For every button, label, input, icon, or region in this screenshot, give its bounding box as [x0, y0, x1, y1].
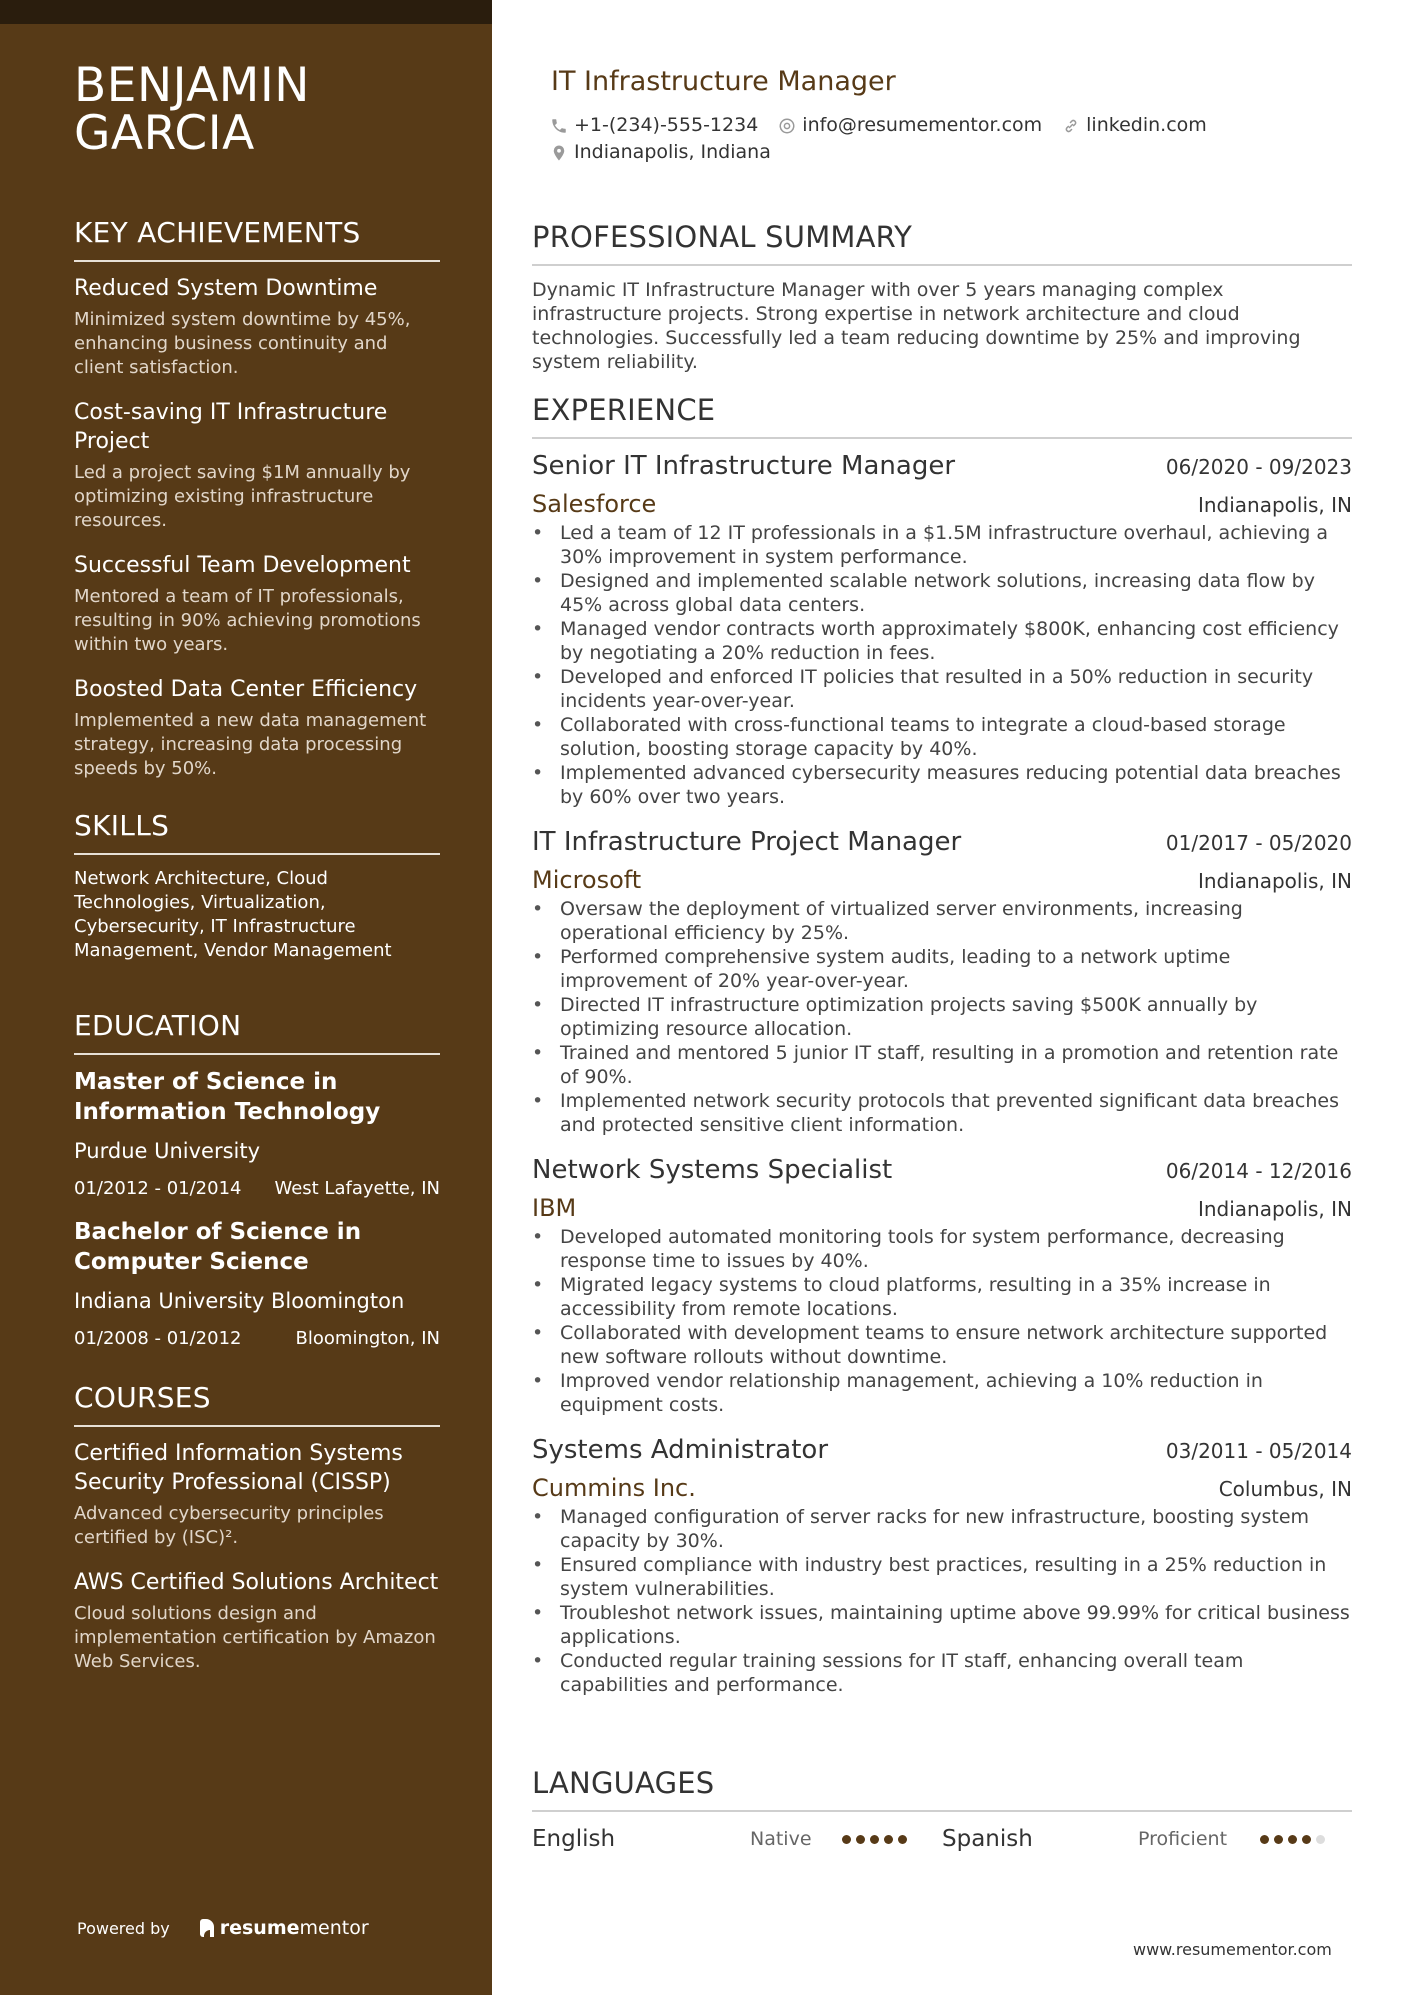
achievement-item — [74, 398, 440, 533]
job-company: Cummins Inc. — [532, 1474, 696, 1502]
job-bullets — [532, 897, 1352, 1137]
rating-dot — [856, 1835, 865, 1844]
name-line-2: GARCIA — [74, 106, 255, 161]
education-dates: 01/2008 - 01/2012 — [74, 1328, 242, 1349]
achievement-desc: Led a project saving $1M annually by optimizing existing infrastructure resources. — [74, 462, 411, 531]
job-company: Salesforce — [532, 490, 657, 518]
job-bullet: • Managed vendor contracts worth approximately $800K, enhancing cost efficiency by negotiating a 20% reduction in fees. — [532, 617, 1352, 665]
language-rating — [842, 1835, 907, 1844]
job-entry — [532, 449, 1352, 809]
job-role: IT Infrastructure Project Manager — [532, 827, 962, 857]
job-subheader — [532, 865, 1352, 895]
contact-linkedin[interactable] — [1062, 112, 1207, 139]
contact-email[interactable] — [778, 112, 1042, 139]
language-name: English — [532, 1826, 616, 1852]
course-desc: Advanced cybersecurity principles certified by (ISC)². — [74, 1503, 384, 1548]
job-bullet: • Collaborated with development teams to ensure network architecture supported new software rollouts without downtime. — [532, 1321, 1352, 1369]
job-bullet: • Designed and implemented scalable network solutions, increasing data flow by 45% across global data centers. — [532, 569, 1352, 617]
education-meta — [74, 1177, 440, 1201]
course-item — [74, 1439, 440, 1550]
experience-section — [532, 393, 1352, 1713]
summary-section — [532, 220, 1352, 374]
achievement-item — [74, 551, 440, 657]
education-location: Bloomington, IN — [295, 1328, 440, 1349]
achievement-title: Cost-saving IT Infrastructure Project — [74, 400, 388, 454]
job-role: Systems Administrator — [532, 1435, 829, 1465]
linkedin-text: linkedin.com — [1086, 114, 1207, 136]
language-rating — [1260, 1835, 1325, 1844]
candidate-name — [74, 58, 440, 161]
education-item — [74, 1067, 440, 1201]
sidebar-top-bar — [0, 0, 492, 24]
education-school: Purdue University — [74, 1139, 261, 1163]
rating-dot — [842, 1835, 851, 1844]
job-bullets — [532, 521, 1352, 809]
powered-by-label: Powered by — [77, 1918, 170, 1938]
education-meta — [74, 1327, 440, 1351]
language-name: Spanish — [942, 1826, 1033, 1852]
phone-icon — [550, 117, 568, 135]
job-location: Indianapolis, IN — [1197, 1197, 1352, 1221]
footer-website[interactable]: www.resumementor.com — [1133, 1940, 1332, 1959]
skills-section — [74, 809, 440, 963]
rating-dot — [870, 1835, 879, 1844]
sidebar — [0, 0, 492, 1995]
job-location: Columbus, IN — [1218, 1477, 1352, 1501]
achievements-list — [74, 274, 440, 781]
course-desc: Cloud solutions design and implementation certification by Amazon Web Services. — [74, 1603, 436, 1672]
job-role: Network Systems Specialist — [532, 1155, 893, 1185]
job-bullet: • Implemented network security protocols that prevented significant data breaches and protected sensitive client information. — [532, 1089, 1352, 1137]
education-location: West Lafayette, IN — [274, 1178, 440, 1199]
resumementor-logo-icon — [200, 1919, 214, 1937]
rating-dot — [1302, 1835, 1311, 1844]
course-title: Certified Information Systems Security Professional (CISSP) — [74, 1441, 403, 1495]
education-heading: EDUCATION — [74, 1009, 440, 1055]
job-header — [532, 825, 1352, 859]
name-line-1: BENJAMIN — [74, 58, 310, 113]
job-bullet: • Migrated legacy systems to cloud platforms, resulting in a 35% increase in accessibility from remote locations. — [532, 1273, 1352, 1321]
achievement-desc: Mentored a team of IT professionals, resulting in 90% achieving promotions within two years. — [74, 586, 421, 655]
achievement-title: Boosted Data Center Efficiency — [74, 677, 418, 702]
education-list — [74, 1067, 440, 1351]
job-bullet: • Managed configuration of server racks for new infrastructure, boosting system capacity by 30%. — [532, 1505, 1352, 1553]
summary-text: Dynamic IT Infrastructure Manager with over 5 years managing complex infrastructure projects. Strong expertise in network architecture and cloud technologies. Successfully led a team reducing downtime by 25% and improving system reliability. — [532, 279, 1301, 373]
logo-text-light: mentor — [299, 1917, 369, 1939]
job-title: IT Infrastructure Manager — [551, 66, 896, 97]
job-bullet: • Troubleshot network issues, maintaining uptime above 99.99% for critical business applications. — [532, 1601, 1352, 1649]
job-bullet: • Led a team of 12 IT professionals in a $1.5M infrastructure overhaul, achieving a 30% improvement in system performance. — [532, 521, 1352, 569]
job-header — [532, 1153, 1352, 1187]
language-item — [532, 1826, 942, 1852]
achievements-heading: KEY ACHIEVEMENTS — [74, 216, 440, 262]
location-pin-icon — [550, 144, 568, 162]
link-icon — [1062, 117, 1080, 135]
job-bullet: • Oversaw the deployment of virtualized server environments, increasing operational efficiency by 25%. — [532, 897, 1352, 945]
education-dates: 01/2012 - 01/2014 — [74, 1178, 242, 1199]
achievement-item — [74, 274, 440, 380]
experience-list — [532, 449, 1352, 1697]
job-location: Indianapolis, IN — [1197, 493, 1352, 517]
job-dates: 06/2014 - 12/2016 — [1165, 1159, 1352, 1183]
achievements-section — [74, 216, 440, 781]
courses-list — [74, 1439, 440, 1674]
education-item — [74, 1217, 440, 1351]
at-icon — [778, 117, 796, 135]
job-location: Indianapolis, IN — [1197, 869, 1352, 893]
experience-heading: EXPERIENCE — [532, 393, 1352, 439]
job-bullet: • Ensured compliance with industry best practices, resulting in a 25% reduction in system vulnerabilities. — [532, 1553, 1352, 1601]
achievement-desc: Implemented a new data management strategy, increasing data processing speeds by 50%. — [74, 710, 427, 779]
job-bullet: • Improved vendor relationship management, achieving a 10% reduction in equipment costs. — [532, 1369, 1352, 1417]
job-bullets — [532, 1225, 1352, 1417]
job-bullet: • Collaborated with cross-functional teams to integrate a cloud-based storage solution, boosting storage capacity by 40%. — [532, 713, 1352, 761]
job-bullet: • Implemented advanced cybersecurity measures reducing potential data breaches by 60% over two years. — [532, 761, 1352, 809]
achievement-title: Reduced System Downtime — [74, 276, 378, 301]
job-dates: 01/2017 - 05/2020 — [1165, 831, 1352, 855]
education-degree: Master of Science in Information Technology — [74, 1069, 381, 1125]
job-subheader — [532, 1193, 1352, 1223]
logo-text-bold: resume — [219, 1917, 300, 1939]
powered-by — [77, 1917, 369, 1939]
job-entry — [532, 825, 1352, 1137]
job-company: IBM — [532, 1194, 577, 1222]
job-dates: 03/2011 - 05/2014 — [1165, 1439, 1352, 1463]
phone-text: +1-(234)-555-1234 — [574, 114, 759, 136]
courses-heading: COURSES — [74, 1381, 440, 1427]
job-role: Senior IT Infrastructure Manager — [532, 451, 956, 481]
achievement-item — [74, 675, 440, 781]
job-bullet: • Trained and mentored 5 junior IT staff, resulting in a promotion and retention rate of 90%. — [532, 1041, 1352, 1089]
courses-section — [74, 1381, 440, 1674]
sidebar-content — [74, 58, 440, 1692]
contact-location — [550, 139, 771, 166]
language-level: Native — [750, 1828, 812, 1850]
languages-heading: LANGUAGES — [532, 1766, 1352, 1812]
rating-dot — [1274, 1835, 1283, 1844]
skills-heading: SKILLS — [74, 809, 440, 855]
email-text: info@resumementor.com — [802, 114, 1043, 136]
language-level: Proficient — [1138, 1828, 1228, 1850]
location-text: Indianapolis, Indiana — [574, 141, 771, 163]
job-subheader — [532, 489, 1352, 519]
contact-phone[interactable] — [550, 112, 758, 139]
job-dates: 06/2020 - 09/2023 — [1165, 455, 1352, 479]
job-entry — [532, 1153, 1352, 1417]
job-bullet: • Developed and enforced IT policies that resulted in a 50% reduction in security incidents year-over-year. — [532, 665, 1352, 713]
course-item — [74, 1568, 440, 1674]
education-degree: Bachelor of Science in Computer Science — [74, 1219, 362, 1275]
skills-text: Network Architecture, Cloud Technologies, Virtualization, Cybersecurity, IT Infrastructure Management, Vendor Management — [74, 868, 392, 961]
summary-heading: PROFESSIONAL SUMMARY — [532, 220, 1352, 266]
languages-list — [532, 1826, 1352, 1852]
job-company: Microsoft — [532, 866, 642, 894]
rating-dot — [1288, 1835, 1297, 1844]
course-title: AWS Certified Solutions Architect — [74, 1570, 439, 1595]
job-header — [532, 449, 1352, 483]
job-header — [532, 1433, 1352, 1467]
education-school: Indiana University Bloomington — [74, 1289, 405, 1313]
job-bullet: • Conducted regular training sessions for IT staff, enhancing overall team capabilities and performance. — [532, 1649, 1352, 1697]
languages-section — [532, 1766, 1352, 1852]
language-item — [942, 1826, 1352, 1852]
job-subheader — [532, 1473, 1352, 1503]
achievement-title: Successful Team Development — [74, 553, 411, 578]
job-entry — [532, 1433, 1352, 1697]
achievement-desc: Minimized system downtime by 45%, enhancing business continuity and client satisfaction. — [74, 309, 411, 378]
job-bullets — [532, 1505, 1352, 1697]
rating-dot — [884, 1835, 893, 1844]
job-bullet: • Directed IT infrastructure optimization projects saving $500K annually by optimizing resource allocation. — [532, 993, 1352, 1041]
rating-dot — [1260, 1835, 1269, 1844]
job-bullet: • Developed automated monitoring tools for system performance, decreasing response time to issues by 40%. — [532, 1225, 1352, 1273]
rating-dot — [1316, 1835, 1325, 1844]
contact-info — [550, 112, 1350, 166]
rating-dot — [898, 1835, 907, 1844]
education-section — [74, 1009, 440, 1351]
job-bullet: • Performed comprehensive system audits, leading to a network uptime improvement of 20% year-over-year. — [532, 945, 1352, 993]
resumementor-logo — [200, 1917, 369, 1939]
